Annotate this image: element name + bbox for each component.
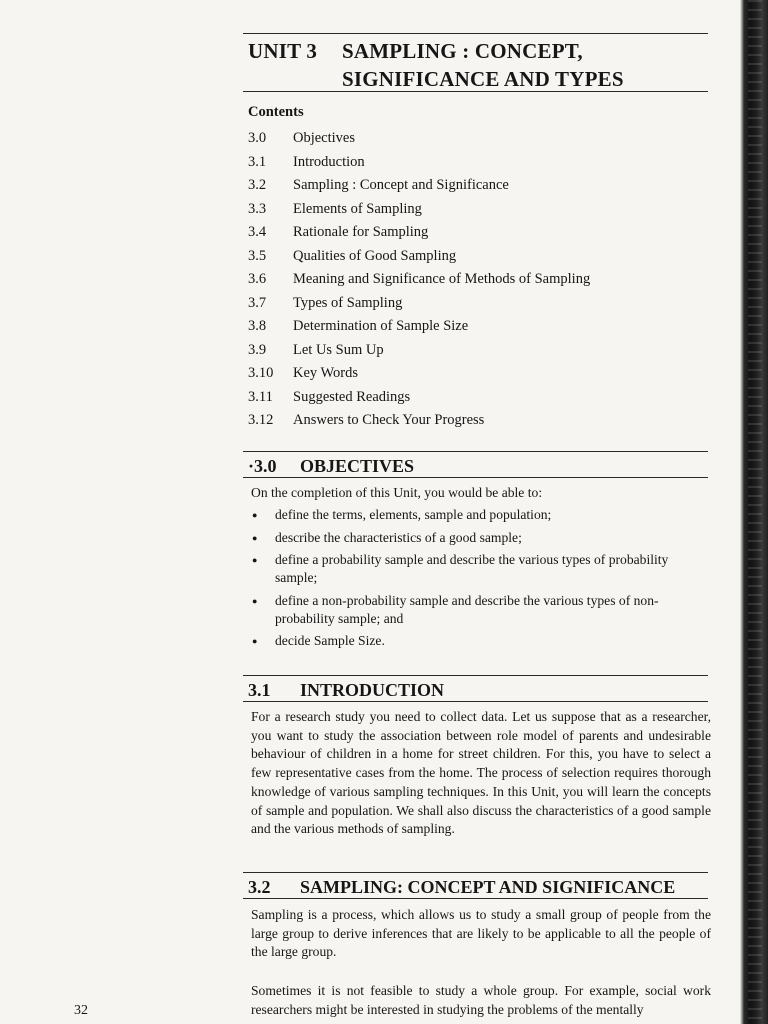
section-title: OBJECTIVES — [300, 456, 415, 476]
toc-item: 3.6 Meaning and Significance of Methods of Sampling — [248, 271, 591, 287]
objectives-intro: On the completion of this Unit, you would be able to: — [251, 485, 543, 500]
toc-item: 3.3 Elements of Sampling — [248, 200, 422, 217]
section-title: SAMPLING: CONCEPT AND SIGNIFICANCE — [300, 877, 676, 897]
section-rule — [243, 675, 708, 676]
toc-item: 3.9 Let Us Sum Up — [248, 341, 384, 358]
scan-binding-edge — [740, 0, 768, 1024]
toc-item: 3.11 Suggested Readings — [248, 388, 411, 405]
sampling-heading — [248, 876, 675, 898]
sampling-paragraph-1: Sampling is a process, which allows us to study a small group of people from the large group to derive inferences that are likely to be applicable to all the people of the large group. — [251, 907, 711, 960]
unit-title-line-2: SIGNIFICANCE AND TYPES — [342, 67, 624, 91]
toc-item: 3.5 Qualities of Good Sampling — [248, 247, 457, 264]
section-number: 3.1 — [248, 680, 271, 700]
section-number: 3.2 — [248, 877, 271, 897]
introduction-paragraph: For a research study you need to collect data. Let us suppose that as a researcher, you want to study the association between role model of parents and undesirable behaviour of children in a home for street children. For this, you have to select a few representative cases from the home. The process of selection requires thorough knowledge of various sampling techniques. In this Unit, you will learn the concepts of sample and population. We shall also discuss the characteristics of a good sample and the various methods of sampling. — [251, 709, 711, 837]
toc-item: 3.12 Answers to Check Your Progress — [248, 412, 485, 428]
unit-title-line-1: SAMPLING : CONCEPT, — [342, 39, 583, 63]
section-rule — [243, 477, 708, 478]
toc-item: 3.8 Determination of Sample Size — [248, 318, 469, 334]
section-rule — [243, 898, 708, 899]
toc-item: 3.4 Rationale for Sampling — [248, 224, 429, 240]
objectives-heading — [248, 455, 414, 477]
page-number: 32 — [74, 1003, 88, 1018]
section-number: ·3.0 — [248, 456, 277, 476]
objectives-list — [248, 506, 710, 655]
toc-item: 3.1 Introduction — [248, 153, 365, 170]
list-item: ● define the terms, elements, sample and population; — [248, 506, 710, 524]
toc-item: 3.7 Types of Sampling — [248, 294, 403, 311]
section-rule — [243, 701, 708, 702]
sampling-paragraph-2: Sometimes it is not feasible to study a whole group. For example, social work researchers might be interested in studying the problems of the mentally — [251, 983, 711, 1017]
list-item: ● decide Sample Size. — [248, 632, 710, 650]
table-of-contents — [248, 128, 708, 434]
list-item: ● describe the characteristics of a good sample; — [248, 529, 710, 547]
section-rule — [243, 872, 708, 873]
section-rule — [243, 451, 708, 452]
list-item: ● define a non-probability sample and describe the various types of non-probability sample; and — [248, 592, 710, 628]
contents-heading: Contents — [248, 104, 304, 120]
list-item: ● define a probability sample and describe the various types of probability sample; — [248, 551, 710, 587]
toc-item: 3.2 Sampling : Concept and Significance — [248, 177, 509, 193]
introduction-heading — [248, 679, 444, 701]
title-bottom-rule — [243, 91, 708, 92]
toc-item: 3.10 Key Words — [248, 365, 359, 381]
section-title: INTRODUCTION — [300, 680, 445, 700]
unit-number: UNIT 3 — [248, 39, 318, 63]
top-rule — [243, 33, 708, 34]
toc-item: 3.0 Objectives — [248, 130, 356, 146]
